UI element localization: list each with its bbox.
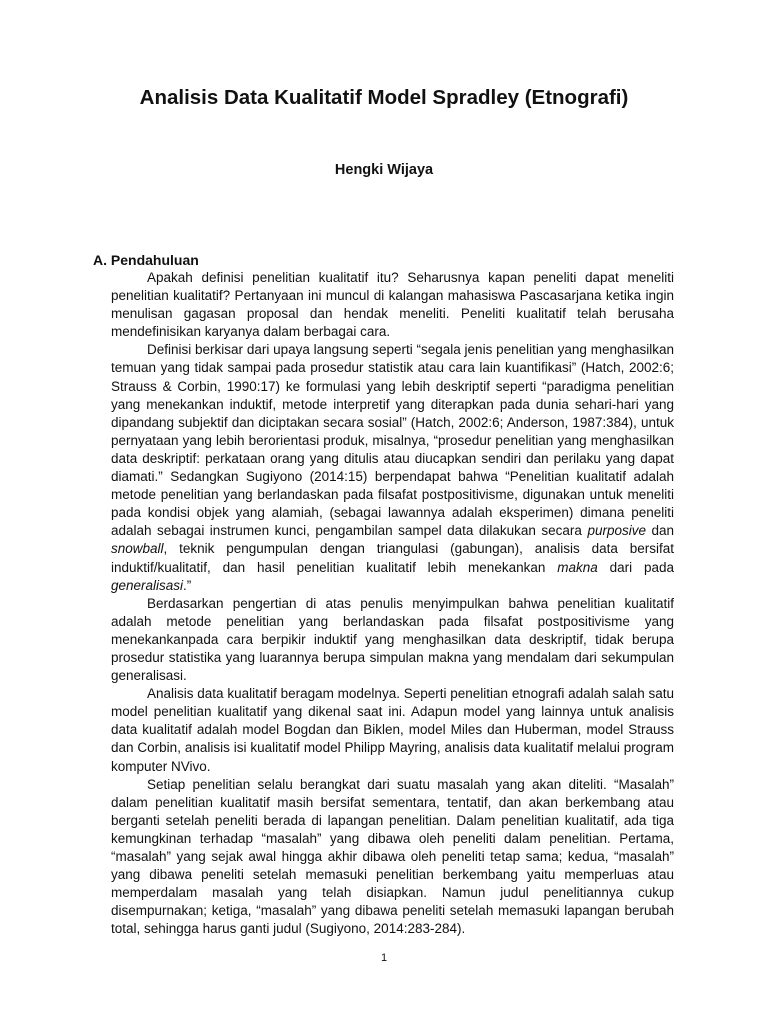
text-run: Setiap penelitian selalu berangkat dari suatu masalah yang akan diteliti. “Masalah” dalam penelitian kualitatif masih bersifat sementara, tentatif, dan akan berkembang atau berganti setelah peneliti berada di lapangan penelitian. Dalam penelitian kualitatif, ada tiga kemungkinan terhadap “masalah” yang dibawa oleh peneliti dalam penelitian. Pertama, “masalah” yang sejak awal hingga akhir dibawa oleh peneliti tetap sama; kedua, “masalah” yang dibawa peneliti setelah memasuki penelitian berkembang yaitu memperluas atau memperdalam masalah yang telah disiapkan. Namun judul penelitiannya cukup disempurnakan; ketiga, “masalah” yang dibawa peneliti setelah memasuki lapangan berubah total, sehingga harus ganti judul (Sugiyono, 2014:283-284).	[111, 776, 674, 937]
italic-term: purposive	[587, 523, 646, 539]
italic-term: snowball	[111, 541, 164, 557]
text-run: Apakah definisi penelitian kualitatif itu? Seharusnya kapan peneliti dapat meneliti penelitian kualitatif? Pertanyaan ini muncul di kalangan mahasiswa Pascasarjana ketika ingin menulisan gagasan proposal dan hendak meneliti. Peneliti kualitatif telah berusaha mendefinisikan karyanya dalam berbagai cara.	[111, 270, 674, 340]
section-heading: A. Pendahuluan	[93, 252, 199, 268]
text-run: Analisis data kualitatif beragam modelnya. Seperti penelitian etnografi adalah salah satu model penelitian kualitatif yang dikenal saat ini. Adapun model yang lainnya untuk analisis data kualitatif adalah model Bogdan dan Biklen, model Miles dan Huberman, model Strauss dan Corbin, analisis isi kualitatif model Philipp Mayring, analisis data kualitatif melalui program komputer NVivo.	[111, 686, 674, 774]
paragraph	[111, 776, 674, 939]
text-run: Definisi berkisar dari upaya langsung seperti “segala jenis penelitian yang menghasilkan temuan yang tidak sampai pada prosedur statistik atau cara lain kuantifikasi” (Hatch, 2002:6; Strauss & Corbin, 1990:17) ke formulasi yang lebih deskriptif seperti “paradigma penelitian yang menekankan induktif, metode interpretif yang diterapkan pada dunia sehari-hari yang dipandang subjektif dan diciptakan secara sosial” (Hatch, 2002:6; Anderson, 1987:384), untuk pernyataan yang lebih berorientasi produk, misalnya, “prosedur penelitian yang menghasilkan data deskriptif: perkataan orang yang ditulis atau diucapkan sendiri dan perilaku yang dapat diamati.” Sedangkan Sugiyono (2014:15) berpendapat bahwa “Penelitian kualitatif adalah metode penelitian yang berlandaskan pada filsafat postpositivisme, digunakan untuk meneliti pada kondisi objek yang alamiah, (sebagai lawannya adalah eksperimen) dimana peneliti adalah sebagai instrumen kunci, pengambilan sampel data dilakukan secara	[111, 342, 674, 539]
paragraph	[111, 341, 674, 594]
text-run: dan	[645, 523, 674, 539]
text-run: .”	[183, 577, 192, 593]
text-run: Berdasarkan pengertian di atas penulis menyimpulkan bahwa penelitian kualitatif adalah metode penelitian yang berlandaskan pada filsafat postpositivisme yang menekankanpada cara berpikir induktif yang menghasilkan data deskriptif, tidak berupa prosedur statistika yang luarannya berupa simpulan makna yang mendalam dari sekumpulan generalisasi.	[111, 595, 674, 684]
page-number: 1	[380, 952, 388, 964]
paragraph	[111, 685, 674, 775]
document-author: Hengki Wijaya	[334, 162, 434, 178]
italic-term: makna	[557, 559, 598, 575]
paragraph	[111, 595, 674, 685]
body-text	[111, 269, 674, 938]
text-run: dari pada	[597, 559, 674, 575]
paragraph	[111, 269, 674, 341]
text-run: , teknik pengumpulan dengan triangulasi (gabungan), analisis data bersifat induktif/kualitatif, dan hasil penelitian kualitatif lebih menekankan	[111, 541, 674, 575]
document-title: Analisis Data Kualitatif Model Spradley (Etnografi)	[139, 86, 629, 109]
italic-term: generalisasi	[111, 577, 184, 593]
